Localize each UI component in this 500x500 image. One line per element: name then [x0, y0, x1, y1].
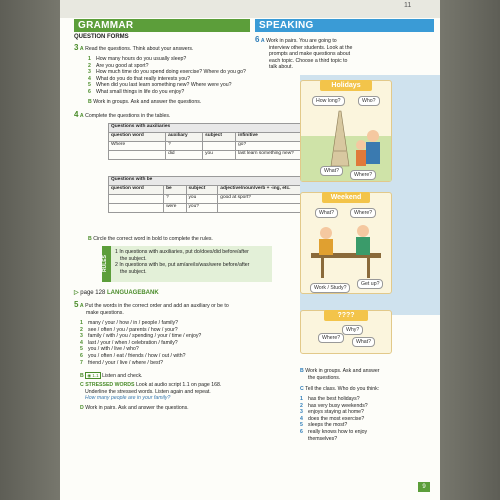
exercise-6c-list: [300, 396, 368, 442]
list-item: 5 you / with / live / who?: [80, 346, 139, 353]
bubble-where: Where?: [350, 170, 376, 180]
list-item: 3 How much time do you spend doing exercise? Where do you go?: [88, 69, 246, 76]
list-item: 2 see / often / you / parents / how / your?: [80, 326, 178, 333]
list-item: 7 friend / your / live / where / best?: [80, 359, 163, 366]
bubble-who: Who?: [358, 96, 380, 106]
list-item: 1 has the best holidays?: [300, 396, 360, 402]
exercise-5a-instruction: 5 A Put the words in the correct order and add an auxiliary or be to make questions.: [74, 300, 229, 316]
exercise-6b-instruction: B Work in groups. Ask and answer the questions.: [300, 368, 380, 381]
bubble-what-weekend: What?: [315, 208, 338, 218]
list-item: 6 What small things in life do you enjoy?: [88, 88, 185, 95]
list-item: 2 has very busy weekends?: [300, 402, 368, 409]
textbook-page: [60, 0, 440, 500]
mystery-banner: ????: [324, 310, 368, 321]
exercise-5c-instruction: C STRESSED WORDS Look at audio script 1.1 on page 168. Underline the stressed words. Listen again and repeat. How many people are in your family?: [80, 382, 222, 402]
top-page-number: 11: [404, 2, 412, 9]
table-caption: Questions with auxiliaries: [109, 124, 328, 133]
bubble-what-mystery: What?: [352, 337, 375, 347]
exercise-3b-instruction: B Work in groups. Ask and answer the questions.: [88, 99, 202, 105]
table-row: ? you good at sport?: [109, 195, 328, 204]
weekend-banner: Weekend: [322, 192, 370, 203]
exercise-5a-list: [80, 320, 201, 366]
table-caption: Questions with be: [109, 177, 328, 186]
exercise-4a-instruction: 4 A Complete the questions in the tables.: [74, 110, 171, 119]
book-edge-right: [440, 0, 500, 500]
list-item: 3 enjoys staying at home?: [300, 409, 364, 416]
list-item: 1 How many hours do you usually sleep?: [88, 56, 187, 62]
table-row: did you last learn something new?: [109, 151, 328, 160]
table-row: were you?: [109, 204, 328, 213]
list-item: 3 family / with / you / spending / your / time / enjoy?: [80, 333, 202, 340]
top-strip: [60, 0, 440, 18]
list-item: 1 many / your / how / in / people / family?: [80, 320, 178, 326]
table-auxiliaries: [108, 123, 328, 160]
bubble-why: Why?: [342, 325, 363, 335]
book-spine-left: [0, 0, 60, 500]
audio-icon[interactable]: ◉ 1.1: [87, 373, 99, 378]
bubble-how-long: How long?: [312, 96, 345, 106]
list-item: 4 What do you do that really interests you?: [88, 75, 191, 82]
list-item: 6 you / often / eat / friends / how / out / with?: [80, 352, 186, 359]
page-number: 9: [418, 482, 430, 492]
exercise-3a-instruction: 3 A Read the questions. Think about your answers.: [74, 43, 194, 52]
exercise-6c-instruction: C Tell the class. Who do you think:: [300, 386, 380, 392]
exercise-5b-instruction: B ◉ 1.1 Listen and check.: [80, 372, 143, 379]
bubble-what: What?: [320, 166, 343, 176]
bubble-where-mystery: Where?: [318, 333, 344, 343]
rules-text: 1 In questions with auxiliaries, put do/does/did before/after the subject. 2 In questions with be, put am/are/is/was/were before/after the subject.: [115, 249, 250, 275]
table-header-row: question word auxiliary subject infinitive: [109, 133, 328, 142]
table-be: [108, 176, 328, 213]
list-item: themselves?: [308, 435, 338, 442]
bubble-get-up: Get up?: [357, 279, 383, 289]
grammar-header: GRAMMAR: [74, 19, 250, 32]
list-item: 6 really knows how to enjoy: [300, 428, 368, 435]
exercise-3a-list: [88, 56, 246, 96]
stress-example: How many people are in your family?: [85, 395, 171, 402]
exercise-5d-instruction: D Work in pairs. Ask and answer the questions.: [80, 405, 189, 411]
language-bank-link[interactable]: ▷ page 128 LANGUAGEBANK: [74, 290, 159, 296]
exercise-4b-instruction: B Circle the correct word in bold to complete the rules.: [88, 236, 213, 242]
list-item: 4 last / your / when / celebration / family?: [80, 339, 178, 346]
holidays-banner: Holidays: [320, 80, 372, 91]
rules-tag: RULES: [102, 246, 111, 282]
table-row: Where ? go?: [109, 142, 328, 151]
list-item: 4 does the most exercise?: [300, 415, 365, 422]
exercise-6a-instruction: 6 A Work in pairs. You are going to interview other students. Look at the prompts and make questions about each topic. Choose a third topic to talk about.: [255, 35, 353, 71]
bubble-work-study: Work / Study?: [310, 283, 350, 293]
list-item: 5 When did you last learn something new? Where were you?: [88, 82, 232, 89]
bubble-where-weekend: Where?: [350, 208, 376, 218]
list-item: 5 sleeps the most?: [300, 422, 348, 429]
list-item: 2 Are you good at sport?: [88, 62, 149, 69]
question-forms-subheader: QUESTION FORMS: [74, 34, 129, 40]
table-header-row: question word be subject adjective/noun/verb + -ing, etc.: [109, 186, 328, 195]
cafe-illustration: [301, 193, 391, 293]
speaking-header: SPEAKING: [255, 19, 434, 32]
